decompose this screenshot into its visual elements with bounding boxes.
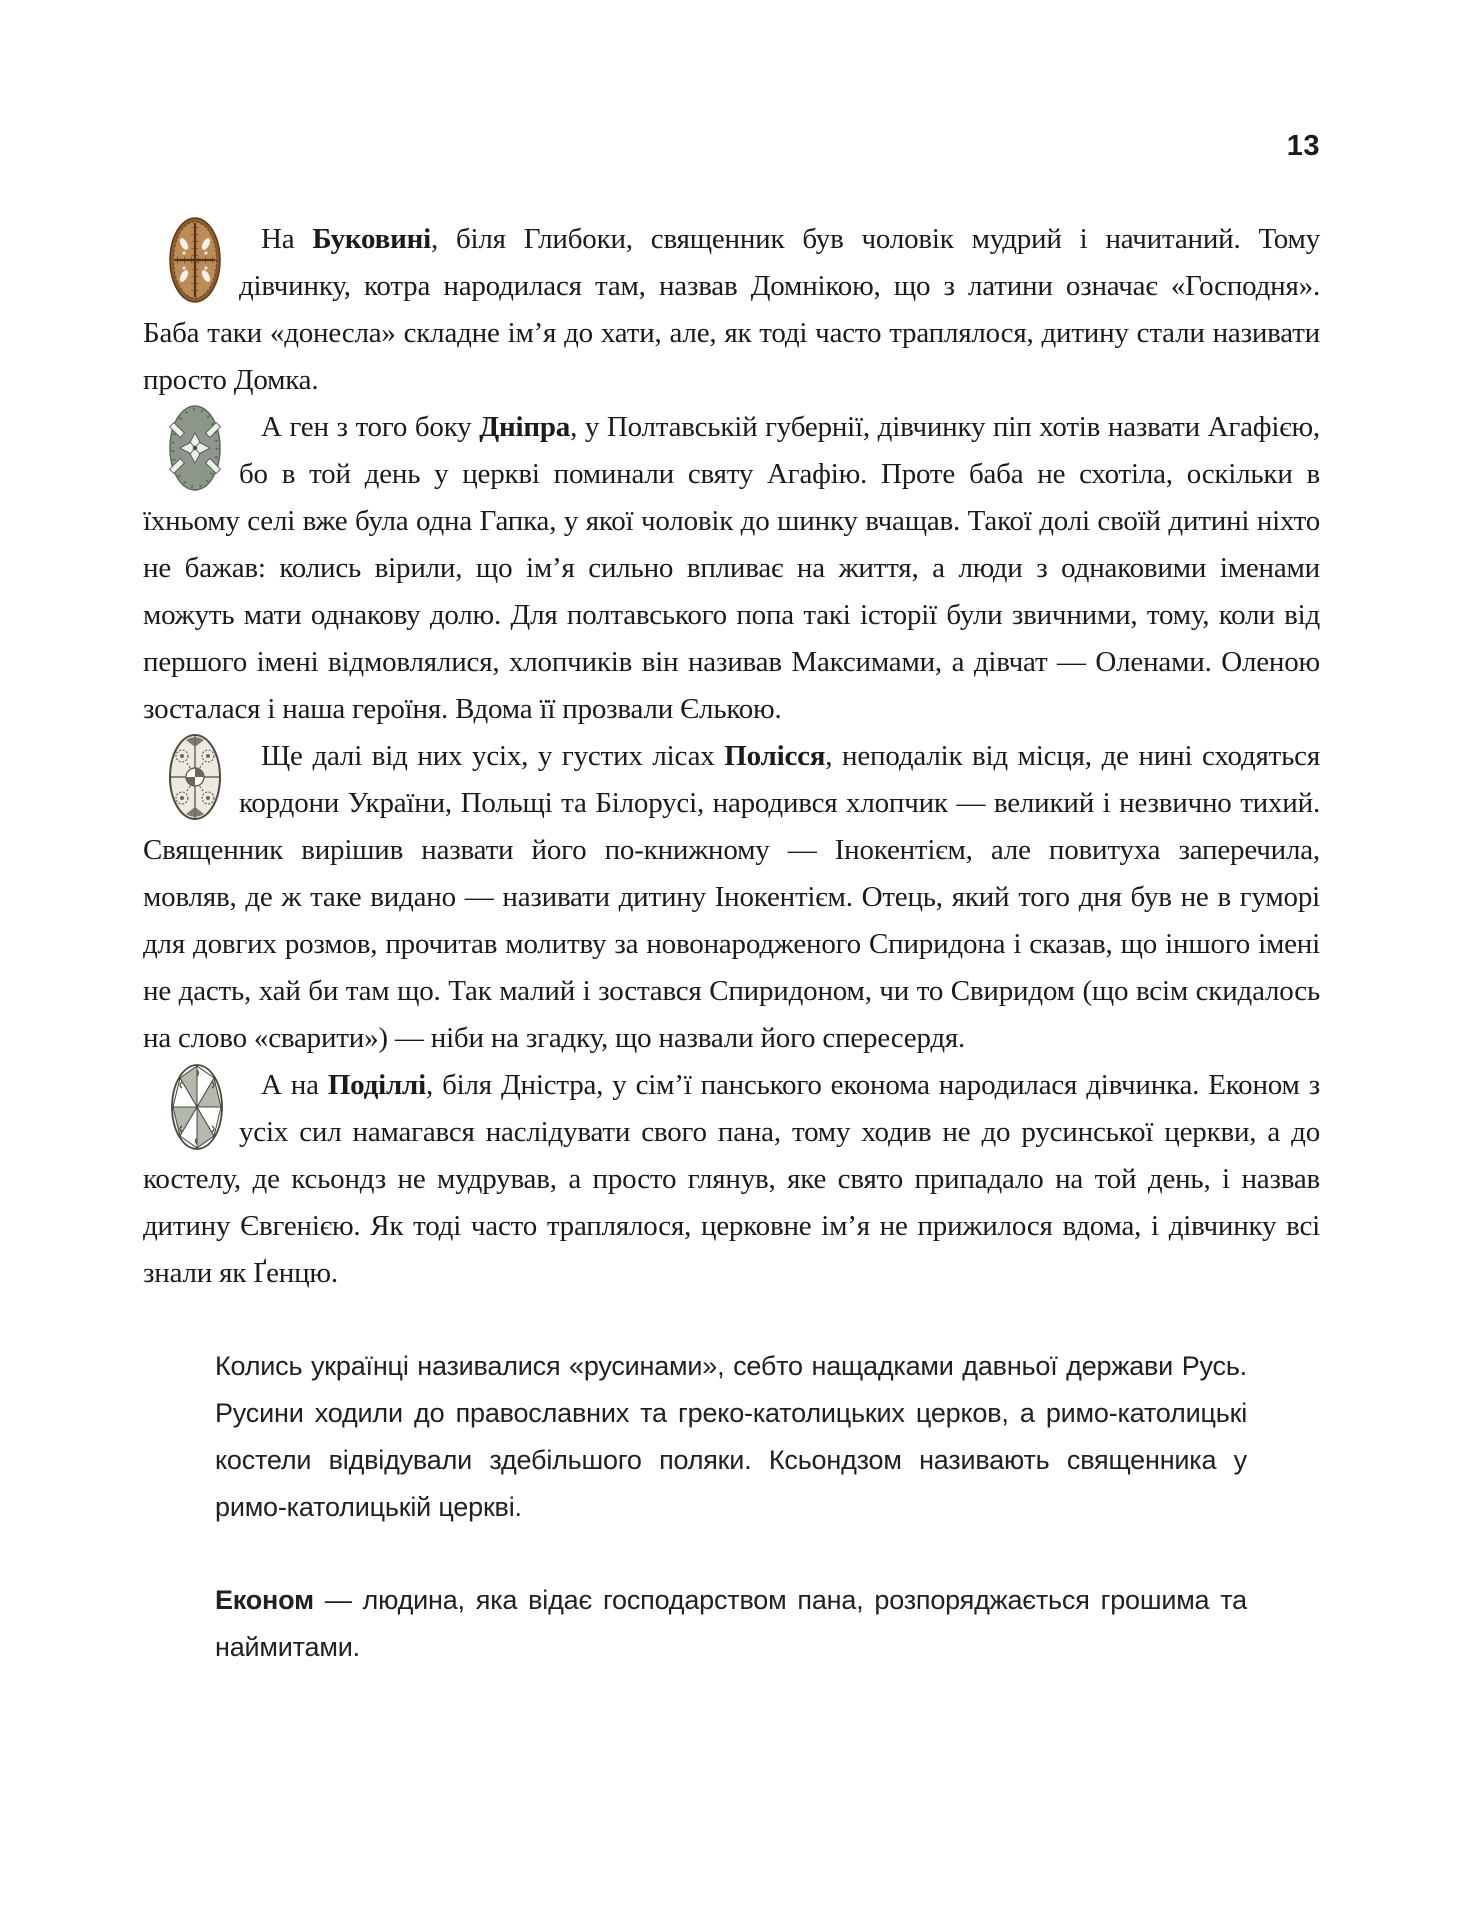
paragraph-bukovyna: [143, 216, 1320, 404]
pysanka-bukovyna-icon: [143, 216, 239, 308]
paragraph-text-pre: А ген з того боку: [261, 411, 480, 443]
paragraph-text-pre: На: [261, 223, 313, 255]
paragraph-text-post: , біля Дністра, у сім’ї панського економа народилася дівчинка. Економ з усіх сил намагався наслідувати свого пана, тому ходив не до русинської церкви, а до костелу, де ксьондз не мудрував, а просто глянув, яке свято припадало на той день, і назвав дитину Євгенією. Як тоді часто траплялося, церковне ім’я не прижилося вдома, і дівчинку всі знали як Ґенцю.: [143, 1069, 1321, 1289]
paragraph-text-post: , біля Глибоки, священник був чоловік мудрий і начитаний. Тому дівчинку, котра народилася там, назвав Домнікою, що з латини означає «Господня». Баба таки «донесла» складне ім’я до хати, але, як тоді часто траплялося, дитину стали називати просто Домка.: [143, 223, 1320, 396]
pysanka-polissia-icon: [143, 733, 239, 825]
note-text: Колись українці називалися «русинами», себто нащадками давньої держави Русь. Русини ходили до православних та греко-католицьких церков, а римо-католицькі костели відвідували здебільшого поляки. Ксьондзом називають священника у римо-католицькій церкві.: [215, 1351, 1247, 1522]
footnotes: [215, 1343, 1247, 1671]
pysanka-podillia-icon: [143, 1062, 239, 1154]
paragraph-text-pre: А на: [261, 1069, 328, 1101]
region-name-podillia: Поділлі: [327, 1069, 426, 1101]
paragraph-polissia: [143, 733, 1320, 1062]
page-number: 13: [1286, 130, 1320, 162]
region-name-dnipro: Дніпра: [479, 411, 571, 443]
note-rusyny: [215, 1343, 1247, 1531]
paragraph-text-pre: Ще далі від них усіх, у густих лісах: [261, 740, 725, 772]
paragraph-podillia: [143, 1062, 1320, 1297]
body-text: [143, 216, 1320, 1297]
note-term: Економ: [215, 1585, 314, 1615]
paragraph-text-post: , у Полтавській губернії, дівчинку піп хотів назвати Агафією, бо в той день у церкві поминали святу Агафію. Проте баба не схотіла, оскільки в їхньому селі вже була одна Гапка, у якої чоловік до шинку вчащав. Такої долі своїй дитині ніхто не бажав: колись вірили, що ім’я сильно впливає на життя, а люди з однаковими іменами можуть мати однакову долю. Для полтавського попа такі історії були звичними, тому, коли від першого імені відмовлялися, хлопчиків він називав Максимами, а дівчат — Оленами. Оленою зосталася і наша героїня. Вдома її прозвали Єлькою.: [143, 411, 1320, 725]
note-ekonom: [215, 1577, 1247, 1671]
paragraph-text-post: , неподалік від місця, де нині сходяться кордони України, Польщі та Білорусі, народився хлопчик — великий і незвично тихий. Священник вирішив назвати його по-книжному — Інокентієм, але повитуха заперечила, мовляв, де ж таке видано — називати дитину Інокентієм. Отець, який того дня був не в гуморі для довгих розмов, прочитав молитву за новонародженого Спиридона і сказав, що іншого імені не дасть, хай би там що. Так малий і зостався Спиридоном, чи то Свиридом (що всім скидалось на слово «сварити») — ніби на згадку, що назвали його спересердя.: [143, 740, 1320, 1054]
region-name-bukovyna: Буковині: [312, 223, 431, 255]
paragraph-dnipro: [143, 404, 1320, 733]
region-name-polissia: Полісся: [724, 740, 826, 772]
pysanka-dnipro-icon: [143, 404, 239, 496]
note-text: — людина, яка відає господарством пана, розпоряджається грошима та наймитами.: [215, 1585, 1247, 1662]
